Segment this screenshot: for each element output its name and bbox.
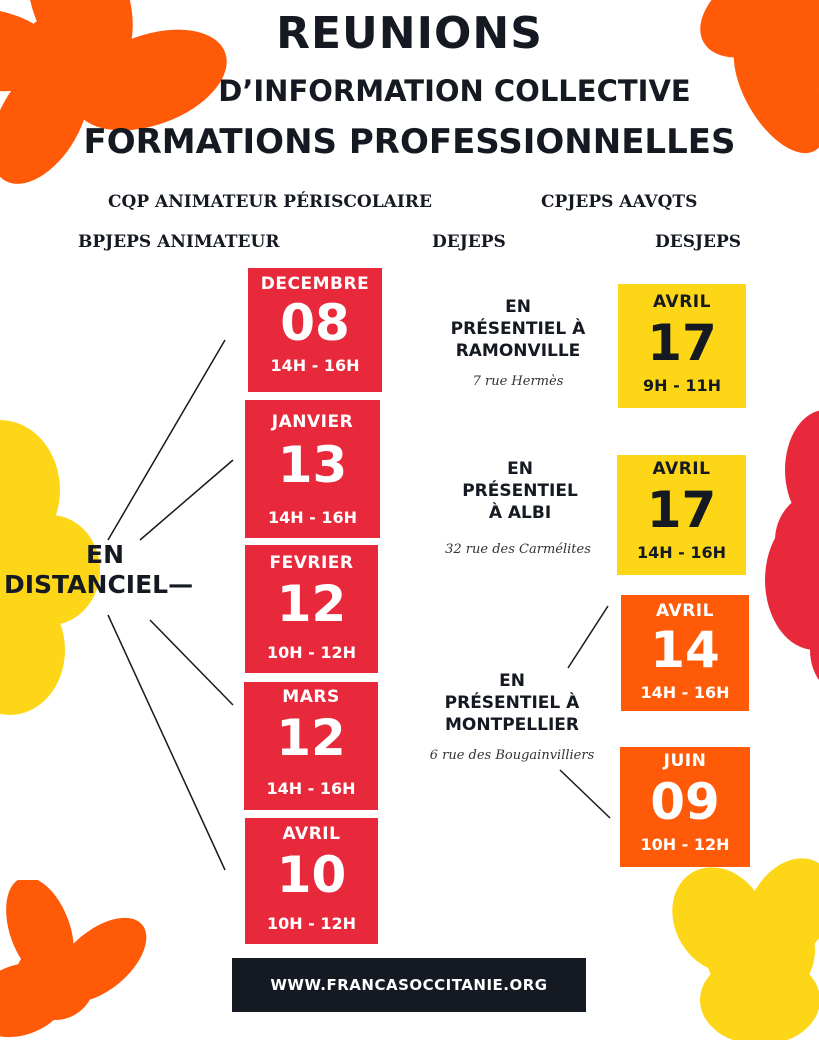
session-month: AVRIL [653, 292, 711, 312]
session-month: JANVIER [271, 412, 354, 432]
session-hours: 9H - 11H [643, 376, 721, 395]
session-hours: 10H - 12H [266, 914, 357, 933]
venue-line: RAMONVILLE [455, 341, 581, 361]
venue-line: EN [499, 671, 525, 691]
session-card [245, 400, 380, 538]
session-card [245, 818, 378, 944]
session-day: 14 [650, 621, 720, 679]
distanciel-label-line-1: EN [86, 540, 125, 569]
venue-line: PRÉSENTIEL À [450, 319, 586, 339]
session-card [618, 284, 746, 408]
venue-line: EN [505, 297, 531, 317]
session-day: 08 [280, 294, 350, 352]
program-cqp: CQP ANIMATEUR PÉRISCOLAIRE [108, 192, 432, 212]
session-card [248, 268, 382, 392]
session-day: 17 [647, 314, 717, 372]
venue-address: 7 rue Hermès [472, 374, 564, 389]
venue-montpellier [412, 670, 612, 736]
venue-ramonville [418, 296, 618, 362]
distanciel-label [0, 540, 230, 600]
program-bpjeps: BPJEPS ANIMATEUR [78, 232, 280, 252]
venue-line: À ALBI [488, 503, 552, 523]
session-month: AVRIL [652, 459, 711, 479]
session-day: 13 [277, 436, 348, 494]
session-card [621, 595, 749, 711]
website-link[interactable]: WWW.FRANCASOCCITANIE.ORG [232, 958, 586, 1012]
session-month: MARS [282, 687, 340, 707]
session-card [245, 545, 378, 673]
session-hours: 10H - 12H [640, 835, 730, 854]
session-month: AVRIL [282, 824, 341, 844]
session-card [617, 455, 746, 575]
session-card [244, 682, 378, 810]
session-hours: 14H - 16H [266, 779, 356, 798]
session-day: 10 [276, 846, 347, 904]
session-day: 09 [650, 773, 720, 831]
session-day: 12 [276, 709, 346, 767]
session-hours: 14H - 16H [270, 356, 360, 375]
program-dejeps: DEJEPS [432, 232, 506, 252]
session-card [620, 747, 750, 867]
session-hours: 14H - 16H [636, 543, 727, 562]
venue-address: 6 rue des Bougainvilliers [429, 748, 595, 763]
session-hours: 14H - 16H [640, 683, 730, 702]
venue-line: PRÉSENTIEL À [444, 693, 580, 713]
session-day: 17 [646, 481, 717, 539]
session-hours: 10H - 12H [266, 643, 357, 662]
session-month: FEVRIER [269, 553, 354, 573]
title-line-2: D’INFORMATION COLLECTIVE [218, 74, 691, 108]
session-month: JUIN [663, 751, 707, 771]
venue-albi [420, 458, 620, 524]
session-day: 12 [276, 575, 347, 633]
title-line-3: FORMATIONS PROFESSIONNELLES [83, 122, 736, 162]
venue-line: PRÉSENTIEL [462, 481, 578, 501]
venue-line: EN [507, 459, 533, 479]
session-month: AVRIL [656, 601, 714, 621]
program-cpjeps: CPJEPS AAVQTS [541, 192, 698, 212]
session-month: DECEMBRE [260, 274, 370, 294]
title-line-1: REUNIONS [276, 8, 543, 59]
venue-line: MONTPELLIER [445, 715, 579, 735]
distanciel-label-line-2: DISTANCIEL— [4, 570, 194, 599]
venue-address: 32 rue des Carmélites [445, 542, 591, 557]
session-hours: 14H - 16H [267, 508, 358, 527]
program-desjeps: DESJEPS [655, 232, 742, 252]
